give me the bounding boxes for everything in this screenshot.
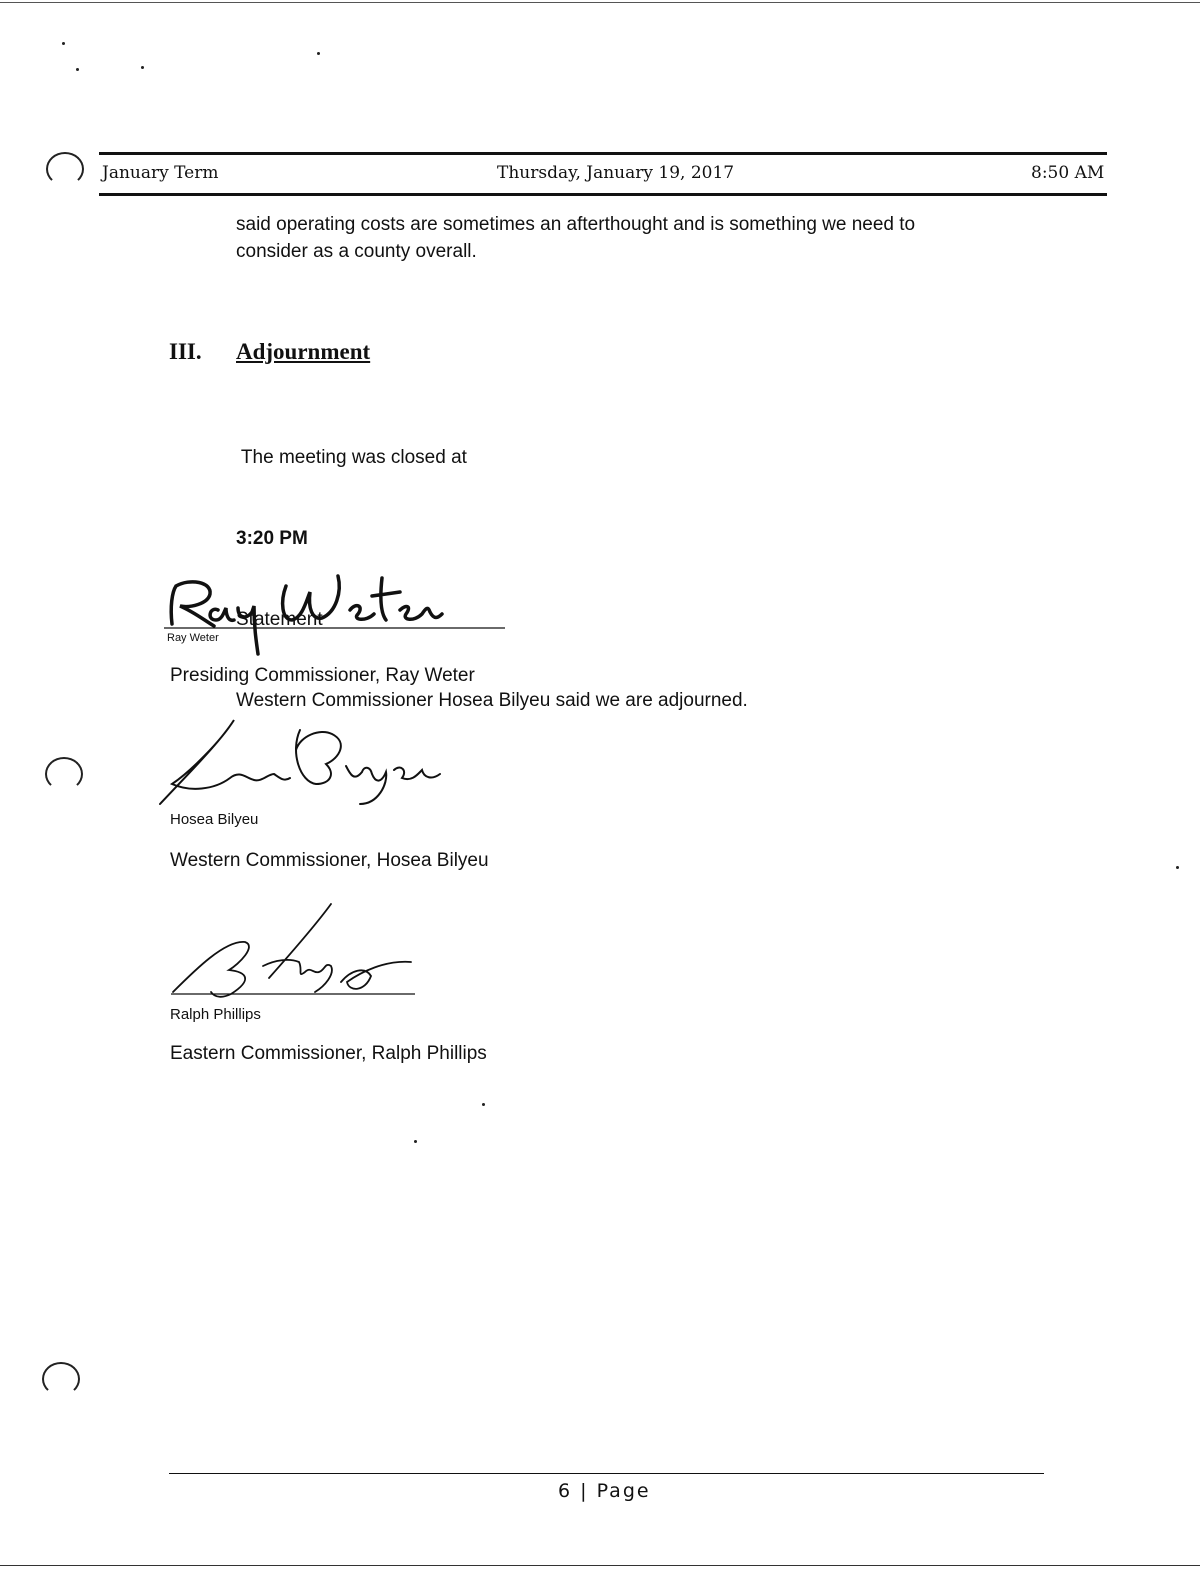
header-bottom-rule: [99, 193, 1107, 196]
signature-hosea-bilyeu: [150, 712, 460, 812]
bottom-scan-edge: [0, 1565, 1200, 1566]
paragraph-line: consider as a county overall.: [236, 241, 477, 262]
printed-name: Hosea Bilyeu: [170, 811, 259, 828]
signature-stroke: [173, 942, 249, 997]
signer-role: Eastern Commissioner, Ralph Phillips: [170, 1043, 487, 1064]
punch-hole: [46, 152, 84, 186]
closing-time: 3:20 PM: [236, 528, 308, 549]
scan-speck: [76, 68, 79, 71]
header-time: 8:50 AM: [1031, 163, 1105, 183]
signature-stroke: [263, 904, 411, 992]
closing-label: The meeting was closed at: [236, 447, 467, 468]
section-number: III.: [169, 339, 202, 364]
signature-stroke: [238, 606, 258, 654]
signature-ray-weter: [160, 562, 510, 662]
top-scan-edge: [0, 2, 1200, 3]
page-number: 6: [558, 1480, 573, 1502]
signer-role: Presiding Commissioner, Ray Weter: [170, 665, 475, 686]
section-title: Adjournment: [236, 339, 371, 364]
signature-stroke: [296, 730, 440, 804]
signature-stroke: [350, 578, 442, 620]
scan-speck: [62, 42, 65, 45]
signature-stroke: [210, 608, 234, 620]
header-top-rule: [99, 152, 1107, 155]
scan-speck: [141, 66, 144, 69]
punch-hole: [45, 757, 83, 791]
signature-stroke: [160, 720, 290, 804]
scan-speck: [317, 52, 320, 55]
continued-paragraph: [236, 211, 915, 265]
statement-label: Statement: [236, 609, 323, 630]
page-label: | Page: [580, 1480, 651, 1502]
header-date: Thursday, January 19, 2017: [497, 163, 735, 183]
scan-speck: [1176, 866, 1179, 869]
paragraph-line: said operating costs are sometimes an afterthought and is something we need to: [236, 214, 916, 235]
page-footer: [558, 1480, 651, 1502]
punch-hole: [42, 1362, 80, 1396]
scan-speck: [482, 1103, 485, 1106]
header-term: January Term: [102, 163, 219, 183]
printed-name: Ray Weter: [167, 632, 219, 644]
signature-ralph-phillips: [165, 900, 425, 1005]
signature-stroke: [171, 582, 214, 626]
signer-role: Western Commissioner, Hosea Bilyeu: [170, 850, 489, 871]
signature-stroke: [283, 576, 340, 620]
footer-rule: [169, 1473, 1044, 1474]
scan-speck: [414, 1140, 417, 1143]
printed-name: Ralph Phillips: [170, 1006, 261, 1023]
statement-text: Western Commissioner Hosea Bilyeu said we are adjourned.: [236, 690, 748, 711]
